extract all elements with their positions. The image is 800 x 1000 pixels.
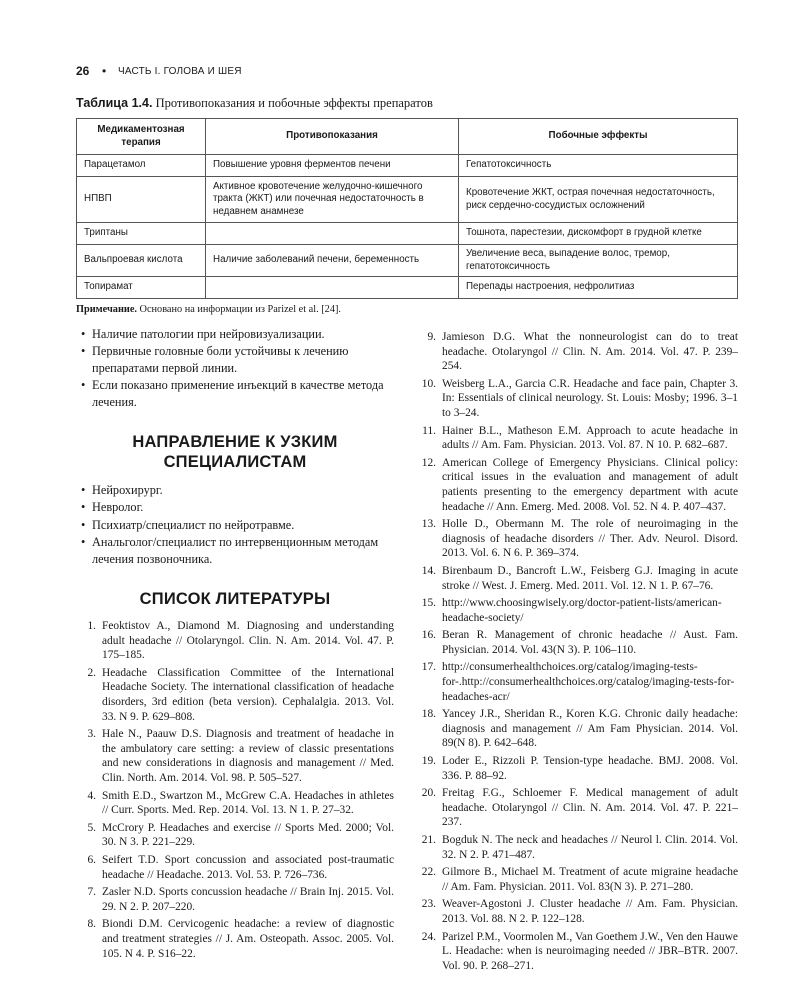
reference-item: 7. Zasler N.D. Sports concussion headache // Brain Inj. 2015. Vol. 29. N 2. P. 207–220. [87, 886, 394, 913]
table-header-row [77, 119, 738, 155]
reference-item: 8. Biondi D.M. Cervicogenic headache: a review of diagnostic and treatment strategies // J. Am. Osteopath. Assoc. 2005. Vol. 105. N 4. P. S16–22. [87, 918, 394, 960]
reference-item: 21. Bogduk N. The neck and headaches // Neurol l. Clin. 2014. Vol. 32. N 2. P. 471–487. [421, 834, 738, 861]
table-row [77, 277, 738, 299]
list-item: • Первичные головные боли устойчивы к лечению препаратами первой линии. [76, 343, 394, 376]
list-item: • Невролог. [76, 499, 394, 515]
table-cell [206, 277, 459, 299]
reference-item: 5. McCrory P. Headaches and exercise // Sports Med. 2000; Vol. 30. N 3. P. 221–229. [87, 821, 394, 849]
references-right [408, 330, 738, 976]
table-cell: Триптаны [77, 223, 206, 245]
references-heading: СПИСОК ЛИТЕРАТУРЫ [139, 590, 331, 609]
table-cell: Гепатотоксичность [459, 155, 738, 177]
reference-item: 20. Freitag F.G., Schloemer F. Medical management of adult headache. Otolaryngol // Clin. N. Am. 2014. Vol. 47. P. 221–237. [421, 787, 738, 829]
table-cell [206, 223, 459, 245]
header-bullet: • [102, 64, 107, 78]
reference-item: 11. Hainer B.L., Matheson E.M. Approach to acute headache in adults // Am. Fam. Physician. 2013. Vol. 87. N 10. P. 682–687. [422, 424, 738, 452]
list-item: • Если показано применение инъекций в качестве метода лечения. [76, 377, 394, 410]
reference-item: 17. http://consumerhealthchoices.org/catalog/imaging-tests-for-.http://consumerhealthchoices.org/catalog/imaging-tests-for-headaches-acr/ [421, 661, 735, 703]
list-item: • Психиатр/специалист по нейротравме. [76, 517, 394, 533]
table-cell: Наличие заболеваний печени, беременность [206, 245, 459, 277]
table-cell: Кровотечение ЖКТ, острая почечная недостаточность, риск сердечно-сосудистых осложнений [459, 177, 738, 223]
col-header-therapy: Медикаментозная терапия [77, 119, 206, 155]
indication-list [76, 326, 394, 410]
list-item: • Наличие патологии при нейровизуализации. [76, 326, 394, 342]
col-header-side-effects: Побочные эффекты [459, 119, 738, 155]
table-row [77, 155, 738, 177]
reference-item: 13. Holle D., Obermann M. The role of neuroimaging in the diagnosis of headache disorders // Ther. Adv. Neurol. Disord. 2013. Vol. 6. N 6. P. 369–374. [421, 518, 738, 560]
table-cell: Тошнота, парестезии, дискомфорт в грудной клетке [459, 223, 738, 245]
table-caption [76, 96, 433, 111]
list-item: • Анальголог/специалист по интервенционным методам лечения позвоночника. [76, 534, 394, 567]
table-cell: Активное кровотечение желудочно-кишечного тракта (ЖКТ) или почечная недостаточность в недавнем анамнезе [206, 177, 459, 223]
table-cell: Парацетамол [77, 155, 206, 177]
running-header [76, 64, 746, 80]
reference-item: 10. Weisberg L.A., Garcia C.R. Headache and face pain, Chapter 3. In: Essentials of clinical neurology. St. Louis: Mosby; 1996. 3–1 to 3–24. [421, 377, 738, 419]
left-column [76, 326, 394, 964]
reference-item: 6. Seifert T.D. Sport concussion and associated post-traumatic headache // Headache. 2013. Vol. 53. P. 726–736. [87, 853, 394, 881]
table-row [77, 245, 738, 277]
reference-item: 18. Yancey J.R., Sheridan R., Koren K.G. Chronic daily headache: diagnosis and management // Am Fam Physician. 2014. Vol. 89(N 8). P. 642–648. [421, 708, 738, 750]
table-caption-text: Противопоказания и побочные эффекты препаратов [152, 96, 433, 110]
reference-item: 4. Smith E.D., Swartzon M., McGrew C.A. Headaches in athletes // Curr. Sports. Med. Rep. 2014. Vol. 13. N 1. P. 27–32. [87, 789, 394, 817]
reference-item: 2. Headache Classification Committee of the International Headache Society. The international classification of headache disorders, 3rd edition (beta version). Cephalalgia. 2013. Vol. 33. N 9. P. 629–808. [87, 666, 394, 723]
reference-item: 24. Parizel P.M., Voormolen M., Van Goethem J.W., Ven den Hauwe L. Headache: when is neuroimaging needed // JBR–BTR. 2007. Vol. 90. P. 268–271. [421, 930, 738, 972]
reference-item: 23. Weaver-Agostoni J. Cluster headache // Am. Fam. Physician. 2013. Vol. 88. N 2. P. 122–128. [421, 898, 738, 925]
referral-list [76, 482, 394, 567]
page-number: 26 [76, 64, 90, 78]
table-cell: НПВП [77, 177, 206, 223]
table-note-text: Основано на информации из Parizel et al. [24]. [136, 304, 341, 315]
table-cell: Увеличение веса, выпадение волос, тремор, гепатотоксичность [459, 245, 738, 277]
drug-table [76, 118, 738, 299]
table-cell: Повышение уровня ферментов печени [206, 155, 459, 177]
table-cell: Топирамат [77, 277, 206, 299]
table-row [77, 223, 738, 245]
table-cell: Перепады настроения, нефролитиаз [459, 277, 738, 299]
col-header-contraindications: Противопоказания [206, 119, 459, 155]
table-note [76, 304, 341, 315]
reference-item: 12. American College of Emergency Physicians. Clinical policy: critical issues in the evaluation and management of adult patients presenting to the emergency department with acute headache // Ann. Emerg. Med. 2008. Vol. 52. N 4. P. 407–437. [421, 456, 738, 513]
running-title: ЧАСТЬ I. ГОЛОВА И ШЕЯ [118, 66, 242, 77]
reference-item: 15. http://www.choosingwisely.org/doctor-patient-lists/american-headache-society/ [421, 597, 722, 624]
table-note-label: Примечание. [76, 304, 137, 315]
reference-item: 19. Loder E., Rizzoli P. Tension-type headache. BMJ. 2008. Vol. 336. P. 88–92. [421, 755, 738, 782]
reference-item: 3. Hale N., Paauw D.S. Diagnosis and treatment of headache in the ambulatory care setting: a review of classic presentations and new considerations in diagnosis and management // Med. Clin. North. Am. 2014. Vol. 98. P. 505–527. [87, 728, 394, 784]
list-item: • Нейрохирург. [76, 482, 394, 498]
table-cell: Вальпроевая кислота [77, 245, 206, 277]
reference-item: 22. Gilmore B., Michael M. Treatment of acute migraine headache // Am. Fam. Physician. 2011. Vol. 83(N 3). P. 271–280. [421, 866, 738, 893]
reference-item: 14. Birenbaum D., Bancroft L.W., Feisberg G.J. Imaging in acute stroke // West. J. Emerg. Med. 2011. Vol. 12. N 1. P. 67–76. [421, 564, 738, 592]
referral-heading: НАПРАВЛЕНИЕ К УЗКИМ СПЕЦИАЛИСТАМ [132, 433, 338, 472]
table-caption-label: Таблица 1.4. [76, 96, 153, 110]
references-left [76, 619, 394, 961]
reference-item: 9. Jamieson D.G. What the nonneurologist can do to treat headache. Otolaryngol // Clin. N. Am. 2014. Vol. 47. P. 239–254. [427, 331, 738, 373]
table-row [77, 177, 738, 223]
reference-item: 1. Feoktistov A., Diamond M. Diagnosing and understanding adult headache // Otolaryngol. Clin. N. Am. 2014. Vol. 47. P. 175–185. [87, 620, 394, 662]
reference-item: 16. Beran R. Management of chronic headache // Aust. Fam. Physician. 2014. Vol. 43(N 3). P. 106–110. [421, 629, 738, 656]
